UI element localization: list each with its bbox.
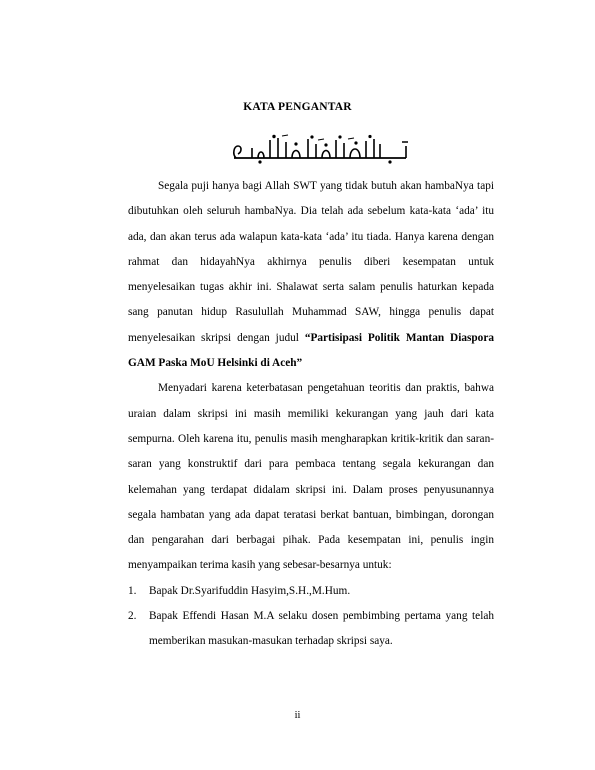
list-text: Bapak Dr.Syarifuddin Hasyim,S.H.,M.Hum.	[149, 584, 351, 597]
page-number: ii	[294, 710, 301, 721]
list-item	[128, 604, 494, 655]
paragraph-acknowledgement: Menyadari karena keterbatasan pengetahuan teoritis dan praktis, bahwa uraian dalam skripsi ini masih memiliki kekurangan yang jauh dari kata sempurna. Oleh karena itu, penulis masih mengharapkan kritik-kritik dan saran-saran yang konstruktif dari para pembaca tentang segala kekurangan dan kelemahan yang terdapat didalam skripsi ini. Dalam proses penyusunannya segala hambatan yang ada dapat teratasi berkat bantuan, bimbingan, dorongan dan pengarahan dari berbagai pihak. Pada kesempatan ini, penulis ingin menyampaikan terima kasih yang sebesar-besarnya untuk:	[128, 382, 494, 572]
page-title: KATA PENGANTAR	[243, 101, 352, 113]
thesis-title: “Partisipasi Politik Mantan Diaspora GAM Paska MoU Helsinki di Aceh”	[128, 331, 494, 370]
list-number: 2.	[128, 610, 137, 623]
foreword-body	[128, 174, 494, 655]
list-text: Bapak Effendi Hasan M.A selaku dosen pembimbing pertama yang telah memberikan masukan-masukan terhadap skripsi saya.	[149, 610, 494, 648]
paragraph-opening	[128, 174, 494, 376]
basmala-calligraphy-icon	[230, 134, 410, 164]
list-number: 1.	[128, 584, 137, 597]
thanks-list	[128, 579, 494, 655]
paragraph-opening-text: Segala puji hanya bagi Allah SWT yang tidak butuh akan hambaNya tapi dibutuhkan oleh seluruh hambaNya. Dia telah ada sebelum kata-kata ‘ada’ itu ada, dan akan terus ada walapun kata-kata ‘ada’ itu tiada. Hanya karena dengan rahmat dan hidayahNya akhirnya penulis diberi kesempatan untuk menyelesaikan tugas akhir ini. Shalawat serta salam penulis haturkan kepada sang panutan hidup Rasulullah Muhammad SAW, hingga penulis dapat menyelesaikan skripsi dengan judul	[128, 180, 494, 344]
list-item	[128, 579, 494, 604]
